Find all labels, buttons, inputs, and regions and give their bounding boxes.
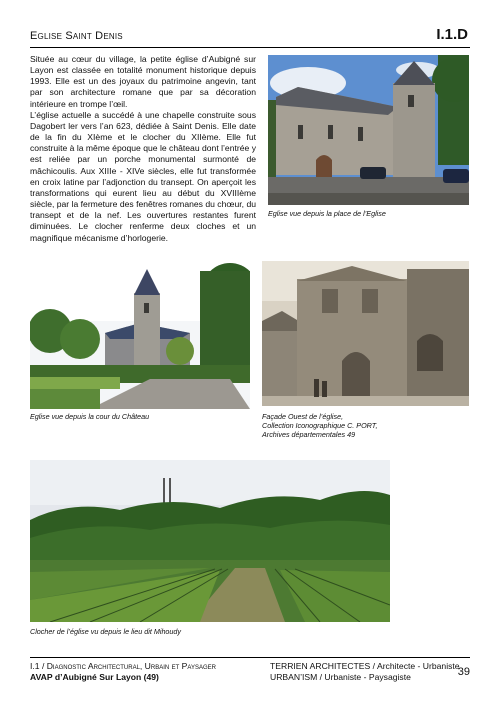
caption-photo3-line1: Façade Ouest de l’église, <box>262 412 344 421</box>
body-text <box>30 54 256 244</box>
caption-photo3-line3: Archives départementales 49 <box>262 430 356 440</box>
photo-church-from-chateau-courtyard <box>30 261 250 409</box>
header-divider <box>30 47 470 48</box>
page-number: 39 <box>457 666 470 678</box>
paragraph-intro: Située au cœur du village, la petite église d’Aubigné sur Layon est classée en totalité monument historique depuis 1993. Elle est un des joyaux du patrimoine angevin, tant par son architecture romane que par sa décoration intérieure en trompe l’œil. <box>30 54 256 109</box>
footer-right <box>270 661 460 682</box>
caption-photo1: Eglise vue depuis la place de l’Eglise <box>268 209 386 218</box>
caption-photo3-line2: Collection Iconographique C. PORT, <box>262 421 378 431</box>
photo-church-from-square <box>268 55 469 205</box>
caption-photo2: Eglise vue depuis la cour du Château <box>30 412 150 421</box>
footer-project-name: AVAP d’Aubigné Sur Layon (49) <box>30 671 159 682</box>
footer-divider <box>30 657 470 658</box>
footer-author-1: TERRIEN ARCHITECTES / Architecte - Urbaniste <box>270 661 460 671</box>
section-code: I.1.D <box>436 26 468 43</box>
photo-west-facade-archive <box>262 261 469 406</box>
photo-bell-tower-from-mihoudy <box>30 460 390 622</box>
caption-photo3 <box>262 412 377 440</box>
paragraph-history: L’église actuelle a succédé à une chapelle construite sous Dagobert ler vers l’an 623, dédiée à Saint Denis. Elle date de la fin du XIème et le clocher du XIIème. Elle fut construite à la même époque que le château dont l’entrée y est reliée par un porche monumental surmonté de mâchicoulis. Aux XIIIe - XIVe siècles, elle fut transformée en croix latine par l’adjonction du transept. On aperçoit les transformations qui eurent lieu au début du XVIIIème siècle, par la fermeture des fenêtres romanes du chœur, du transept et de la nef. Les ouvertures restantes furent diminuées. Le clocher renferme deux cloches et un magnifique mécanisme d’horlogerie. <box>30 109 256 243</box>
footer-author-2: URBAN’ISM / Urbaniste - Paysagiste <box>270 671 411 682</box>
section-title: Eglise Saint Denis <box>30 30 123 42</box>
footer-report-title: I.1 / Diagnostic Architectural, Urbain et Paysager <box>30 661 216 671</box>
footer-left <box>30 661 216 682</box>
caption-photo4: Clocher de l’église vu depuis le lieu dit Mihoudy <box>30 627 182 636</box>
